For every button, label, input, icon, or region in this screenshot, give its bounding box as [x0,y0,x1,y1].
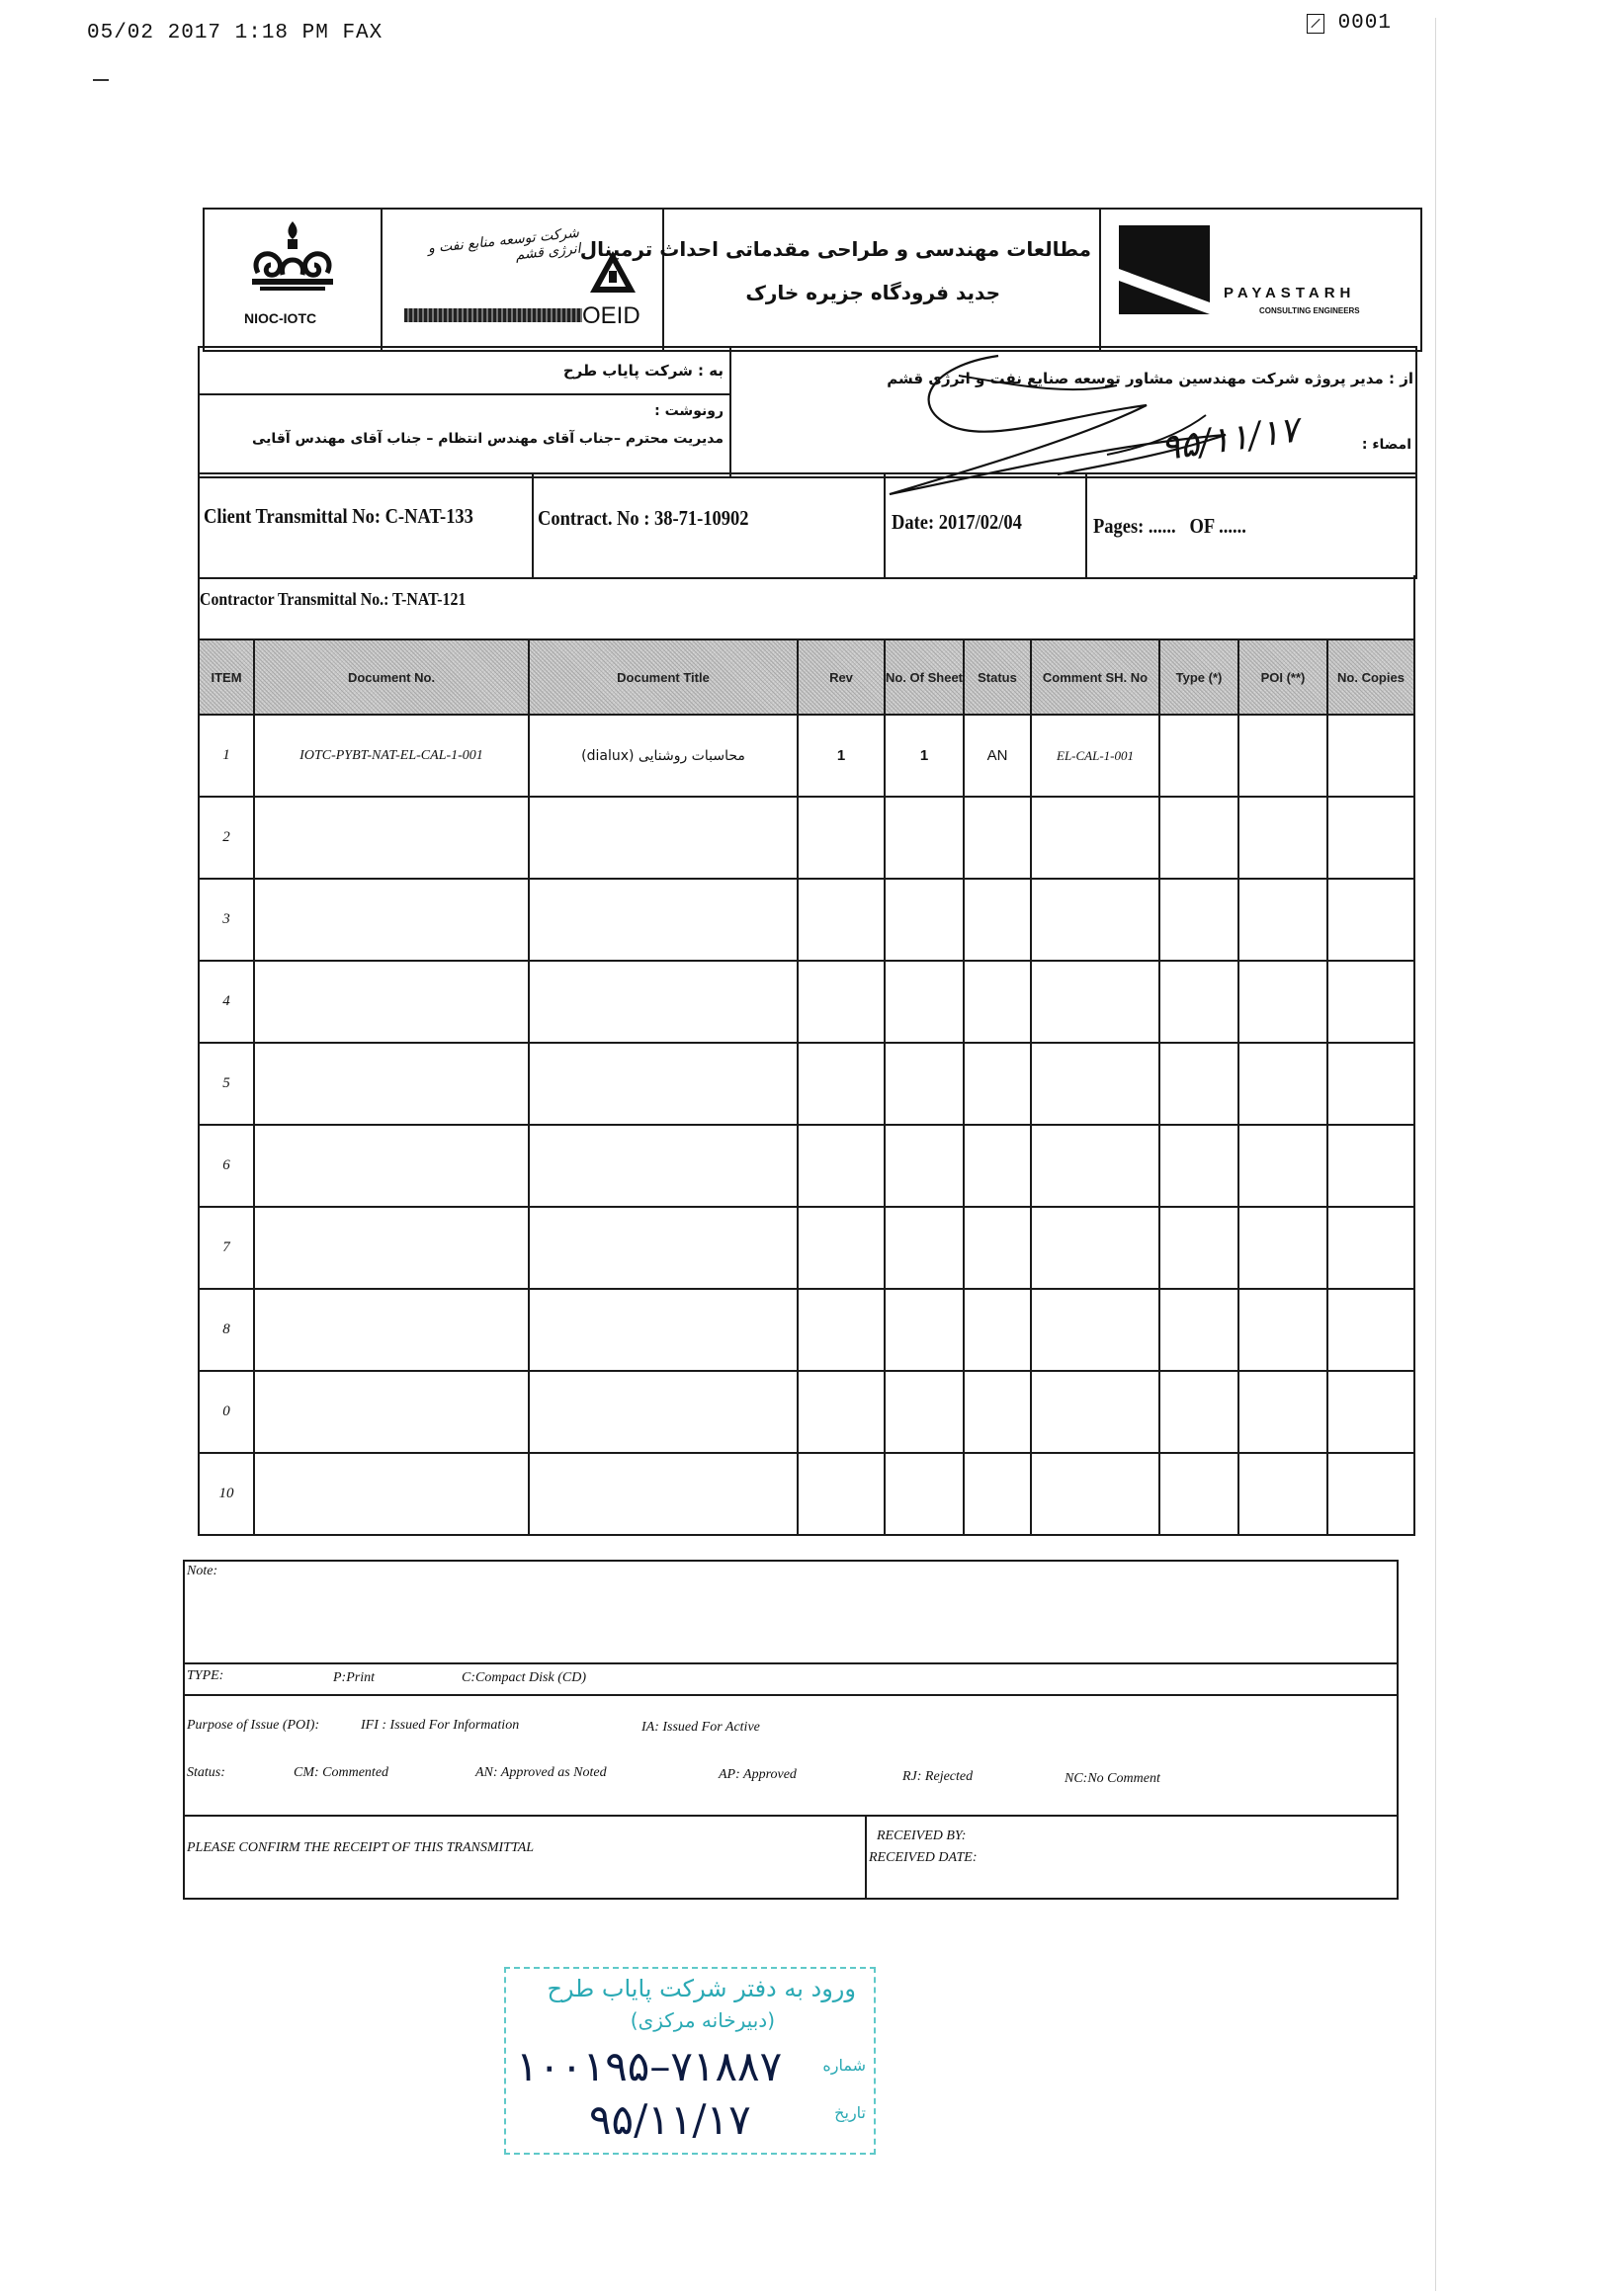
cell-title [529,1453,798,1535]
nioc-logo-icon [238,215,347,295]
from-sender: از : مدیر پروژه شرکت مهندسین مشاور توسعه صنایع نفت و انرژی قشم [887,370,1413,387]
stamp-date-label: تاریخ [834,2103,866,2122]
fax-page-icon [1307,14,1324,34]
cell-rev [798,879,885,961]
signature-label: امضاء : [1361,437,1411,453]
cell-title [529,1125,798,1207]
received-date: RECEIVED DATE: [869,1850,978,1865]
status-ap: AP: Approved [719,1767,797,1782]
cell-type [1159,1207,1238,1289]
contract-no: Contract. No : 38-71-10902 [538,506,749,530]
cell-poi [1238,1453,1327,1535]
received-by: RECEIVED BY: [877,1828,967,1843]
table-row [199,1207,1414,1289]
table-row [199,1043,1414,1125]
cell-comment [1031,1289,1159,1371]
cell-status [964,1371,1031,1453]
cell-type [1159,715,1238,797]
payastarh-name: PAYASTARH [1224,285,1356,301]
status-nc: NC:No Comment [1065,1771,1160,1786]
cell-item: 2 [199,797,254,879]
col-rev: Rev [798,639,885,715]
transmittal-row [198,472,1417,579]
cell-copies [1327,1453,1414,1535]
cell-type [1159,1125,1238,1207]
addressing-divider [729,348,731,476]
cell-copies [1327,961,1414,1043]
cell-sheets [885,1125,964,1207]
pages-count: Pages: ...... OF ...... [1093,514,1246,538]
cell-poi [1238,1043,1327,1125]
cell-doc-no [254,879,529,961]
cell-doc-no [254,797,529,879]
cell-copies [1327,879,1414,961]
cell-copies [1327,1371,1414,1453]
cell-copies [1327,1043,1414,1125]
table-row [199,1453,1414,1535]
poi-ifi: IFI : Issued For Information [361,1718,520,1733]
cell-item: 1 [199,715,254,797]
to-recipient: به : شرکت پایاب طرح [562,362,724,380]
cell-status [964,1453,1031,1535]
cell-status [964,1207,1031,1289]
stamp-number-label: شماره [822,2056,866,2075]
stamp-line2: (دبیرخانه مرکزی) [630,2008,775,2032]
table-row [199,1289,1414,1371]
project-title-line2: جدید فرودگاه جزیره خارک [745,281,1000,304]
table-row [199,1125,1414,1207]
receipt-stamp [504,1967,876,2155]
cell-poi [1238,1125,1327,1207]
cell-comment [1031,1453,1159,1535]
payastarh-logo-cell [1101,210,1420,350]
cell-item: 3 [199,879,254,961]
cell-sheets [885,1207,964,1289]
fax-page-number [1307,12,1392,35]
contractor-transmittal-no: Contractor Transmittal No.: T-NAT-121 [200,589,467,609]
cell-comment [1031,1125,1159,1207]
cell-item: 8 [199,1289,254,1371]
cell-copies [1327,797,1414,879]
type-cd: C:Compact Disk (CD) [462,1670,586,1685]
cell-sheets [885,797,964,879]
cell-comment [1031,1043,1159,1125]
cell-poi [1238,1207,1327,1289]
cell-comment [1031,961,1159,1043]
status-rj: RJ: Rejected [902,1769,974,1784]
oeid-logo-cell [383,210,664,350]
cell-doc-no [254,1207,529,1289]
cell-type [1159,961,1238,1043]
cell-item: 10 [199,1453,254,1535]
cell-status [964,1289,1031,1371]
transmittal-divider-1 [532,474,534,577]
cell-doc-no [254,1371,529,1453]
cell-title [529,1207,798,1289]
margin-mark [93,79,109,81]
cell-sheets [885,1371,964,1453]
cell-copies [1327,1207,1414,1289]
stamp-line1: ورود به دفتر شرکت پایاب طرح [547,1975,856,2002]
cell-comment [1031,797,1159,879]
status-an: AN: Approved as Noted [475,1765,607,1780]
table-header-row [199,639,1414,715]
page-edge-line [1435,18,1436,2291]
cell-doc-no [254,1043,529,1125]
transmittal-divider-3 [1085,474,1087,577]
payastarh-subtitle: CONSULTING ENGINEERS [1259,306,1360,315]
cell-copies [1327,1289,1414,1371]
cell-type [1159,1043,1238,1125]
table-row [199,715,1414,797]
cell-status [964,1043,1031,1125]
cell-comment [1031,1207,1159,1289]
status-cm: CM: Commented [294,1765,389,1780]
oeid-bar [404,308,582,322]
cell-status: AN [964,715,1031,797]
col-comment-sh-no: Comment SH. No [1031,639,1159,715]
cell-doc-no [254,1453,529,1535]
cell-sheets [885,961,964,1043]
cell-title [529,961,798,1043]
documents-table-wrap [198,638,1415,1536]
cc-label: رونوشت : [654,403,724,419]
cell-title [529,879,798,961]
contractor-transmittal-frame-right [1413,575,1415,640]
cell-item: 0 [199,1371,254,1453]
cell-sheets: 1 [885,715,964,797]
table-row [199,797,1414,879]
cc-recipients: مدیریت محترم –جناب آقای مهندس انتظام – جناب آقای مهندس آقایی [252,431,724,447]
type-divider [185,1694,1397,1696]
nioc-logo-cell [205,210,383,350]
cell-comment: EL-CAL-1-001 [1031,715,1159,797]
stamp-date: ۹۵/۱۱/۱۷ [589,2095,751,2144]
cell-type [1159,1371,1238,1453]
cell-sheets [885,1453,964,1535]
cell-doc-no [254,961,529,1043]
nioc-caption: NIOC-IOTC [244,310,317,326]
cell-rev [798,1453,885,1535]
cell-rev [798,1125,885,1207]
transmittal-date: Date: 2017/02/04 [892,510,1022,534]
table-row [199,1371,1414,1453]
type-label: TYPE: [187,1668,224,1683]
cell-doc-no: IOTC-PYBT-NAT-EL-CAL-1-001 [254,715,529,797]
documents-table [198,638,1415,1536]
col-type: Type (*) [1159,639,1238,715]
cell-poi [1238,961,1327,1043]
col-poi: POI (**) [1238,639,1327,715]
note-label: Note: [187,1564,218,1578]
cell-poi [1238,797,1327,879]
poi-ia: IA: Issued For Active [641,1720,760,1735]
cell-sheets [885,1043,964,1125]
col-no-of-sheet: No. Of Sheet [885,639,964,715]
cell-item: 7 [199,1207,254,1289]
cell-rev [798,1371,885,1453]
cell-doc-no [254,1289,529,1371]
cell-poi [1238,715,1327,797]
cell-rev [798,1207,885,1289]
col-no-copies: No. Copies [1327,639,1414,715]
cell-title [529,1371,798,1453]
cell-sheets [885,1289,964,1371]
cell-rev: 1 [798,715,885,797]
cell-type [1159,1453,1238,1535]
cell-title [529,797,798,879]
addressing-row-divider [200,393,731,395]
stamp-number: ۱۰۰۱۹۵–۷۱۸۸۷ [516,2042,783,2090]
cell-status [964,797,1031,879]
cell-type [1159,797,1238,879]
cell-doc-no [254,1125,529,1207]
cell-rev [798,1289,885,1371]
oeid-persian-name: شرکت توسعه منابع نفت و انرژی قشم [427,224,582,264]
cell-comment [1031,879,1159,961]
table-body [199,715,1414,1535]
handwritten-number: ۹۵/۱۱/۱۷ [1157,409,1302,469]
cell-item: 6 [199,1125,254,1207]
cell-rev [798,797,885,879]
cell-copies [1327,715,1414,797]
client-transmittal-no: Client Transmittal No: C-NAT-133 [204,504,473,528]
notes-legend-box [183,1560,1399,1900]
cell-rev [798,1043,885,1125]
header-row [203,208,1422,352]
cell-type [1159,1289,1238,1371]
note-divider [185,1662,1397,1664]
type-print: P:Print [333,1670,375,1685]
confirm-receipt: PLEASE CONFIRM THE RECEIPT OF THIS TRANSMITTAL [187,1840,535,1855]
cell-status [964,961,1031,1043]
transmittal-divider-2 [884,474,886,577]
col-document-no: Document No. [254,639,529,715]
cell-sheets [885,879,964,961]
cell-poi [1238,1289,1327,1371]
cell-type [1159,879,1238,961]
cell-rev [798,961,885,1043]
payastarh-logo-icon [1119,225,1210,314]
cell-status [964,1125,1031,1207]
fax-timestamp: 05/02 2017 1:18 PM FAX [87,22,383,44]
cell-item: 4 [199,961,254,1043]
cell-poi [1238,1371,1327,1453]
cell-status [964,879,1031,961]
project-title-line1: مطالعات مهندسی و طراحی مقدماتی احداث ترمینال [579,237,1091,261]
poi-label: Purpose of Issue (POI): [187,1718,320,1733]
cell-copies [1327,1125,1414,1207]
oeid-caption: OEID [582,302,640,329]
cell-poi [1238,879,1327,961]
cell-title [529,1043,798,1125]
page-number-text: 0001 [1337,12,1392,35]
cell-title: محاسبات روشنایی (dialux) [529,715,798,797]
col-item: ITEM [199,639,254,715]
table-row [199,961,1414,1043]
status-divider [185,1815,1397,1817]
cell-item: 5 [199,1043,254,1125]
status-label: Status: [187,1765,225,1780]
col-status: Status [964,639,1031,715]
table-row [199,879,1414,961]
cell-comment [1031,1371,1159,1453]
col-document-title: Document Title [529,639,798,715]
receipt-divider [865,1815,867,1898]
cell-title [529,1289,798,1371]
